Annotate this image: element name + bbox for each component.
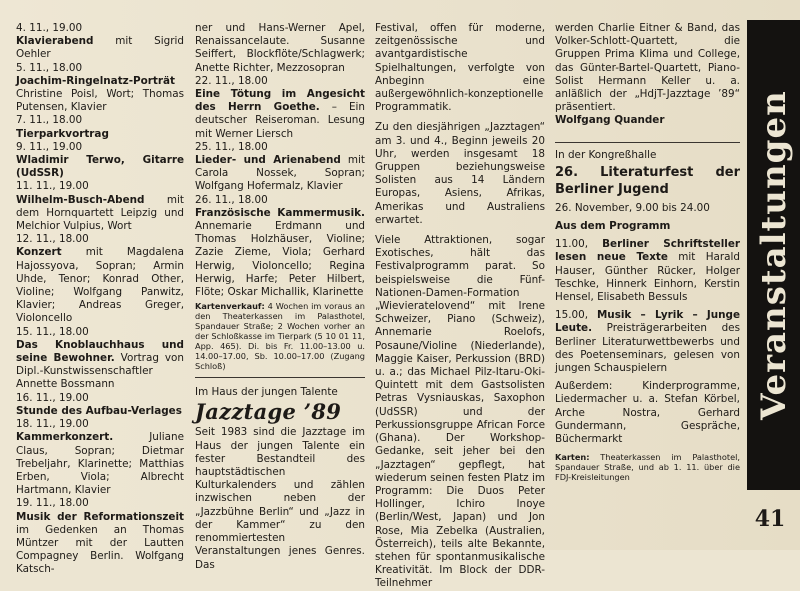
event-entry <box>16 418 184 497</box>
continued-text: ner und Hans-Werner Apel, Renaissancelaute. Susanne Seiffert, Blockflöte/Schlagwerk; Anette Richter, Mezzosopran <box>195 22 365 74</box>
jazz-paragraph-1: Festival, offen für moderne, zeitgenössische und avantgardistische Spielhaltungen, verfolgte von Anbeginn eine außergewöhnlich-konzeptionelle Programmatik. <box>375 22 545 114</box>
event-details: mit Sigrid Oehler <box>16 35 184 61</box>
event-details: Vortrag von Dipl.-Kunstwissenschaftler Annette Bossmann <box>16 352 184 391</box>
event-title: Musik der Reformationszeit <box>16 510 184 523</box>
event-details: mit dem Hornquartett Leipzig und Melchior Vulpius, Wort <box>16 193 184 233</box>
event-entry <box>195 194 365 300</box>
program-item-1 <box>555 238 740 304</box>
paragraph-gap <box>375 114 545 121</box>
event-date: 4. 11., 19.00 <box>16 22 83 34</box>
event-description <box>16 246 184 325</box>
event-description <box>16 431 184 497</box>
ticket-text: 4 Wochen im voraus an den Theaterkassen im Palasthotel, Spandauer Straße; 2 Wochen vorher an der Schloßkasse im Tierpark (5 10 01 11, App. 465). Di. bis Fr. 11.00–13.00 u. 14.00–17.00, Sb. 10.00–17.00 (Zugang Schloß) <box>195 301 365 372</box>
event-entry <box>195 141 365 194</box>
event-details: Juliane Claus, Sopran; Dietmar Trebeljahr, Klarinette; Matthias Erben, Viola; Albrecht Hartmann, Klavier <box>16 431 184 497</box>
event-date: 16. 11., 19.00 <box>16 391 89 404</box>
event-title: Klavierabend <box>16 35 94 48</box>
event-description <box>195 207 365 299</box>
page-number: 41 <box>754 506 786 532</box>
fest-venue: In der Kongreßhalle <box>555 148 657 161</box>
divider <box>555 142 740 143</box>
event-title: Französische Kammermusik. <box>195 206 365 219</box>
section-title: Veranstaltungen <box>753 90 794 420</box>
literature-column <box>555 22 740 482</box>
jazztage-title: Jazztage ’89 <box>195 399 342 425</box>
event-details: mit Carola Nossek, Sopran; Wolfgang Hofermalz, Klavier <box>195 154 365 193</box>
event-entry <box>195 75 365 141</box>
event-entry <box>16 497 184 576</box>
author-name: Wolfgang Quander <box>555 114 665 127</box>
event-details: Annemarie Erdmann und Thomas Holzhäuser, Violine; Zazie Zieme, Viola; Gerhard Herwig, Violoncello; Regina Herwig, Harfe; Peter Hilbert, Flöte; Oskar Michallik, Klarinette <box>195 220 365 299</box>
ticket-label: Kartenverkauf: <box>195 301 265 312</box>
jazz-article-column <box>375 22 545 591</box>
event-title: Eine Tötung im Angesicht des Herrn Goethe. <box>195 88 365 114</box>
event-description <box>16 511 184 577</box>
jazz-paragraph-2: Zu den diesjährigen „Jazztagen“ am 3. und 4., Beginn jeweils 20 Uhr, werden insgesamt 18 Gruppen beziehungsweise Solisten aus 14 Ländern Europas, Asiens, Afrikas, Amerikas und Australiens erwartet. <box>375 121 545 226</box>
event-details: Christine Poisl, Wort; Thomas Putensen, Klavier <box>16 88 184 114</box>
event-entry <box>16 22 184 62</box>
event-description <box>16 405 184 418</box>
jazz-venue: Im Haus der jungen Talente <box>195 386 338 399</box>
event-date: 22. 11., 18.00 <box>195 74 268 87</box>
event-title: Das Knoblauchhaus und seine Bewohner. <box>16 338 184 365</box>
event-title: Stunde des Aufbau-Verlages <box>16 404 182 417</box>
event-details: – Ein deutscher Reiseroman. Lesung mit Werner Liersch <box>195 101 365 140</box>
event-title: Wilhelm-Busch-Abend <box>16 193 145 206</box>
event-entry <box>16 141 184 181</box>
event-date: 19. 11., 18.00 <box>16 497 89 510</box>
program-item-2-time: 15.00, <box>555 309 597 322</box>
jazz-intro-text: Seit 1983 sind die Jazztage im Haus der jungen Talente ein fester Bestandteil des hauptstädtischen Kulturkalenders und zählen inzwischen neben der „Jazzbühne Berlin“ und „Jazz in der Kammer“ zu den renommiertesten Veranstaltungen jenes Genres. Das <box>195 426 365 571</box>
event-description <box>195 154 365 194</box>
fest-ticket-label: Karten: <box>555 452 590 463</box>
event-column-2 <box>195 22 365 572</box>
event-date: 9. 11., 19.00 <box>16 140 83 153</box>
event-date: 7. 11., 18.00 <box>16 114 83 127</box>
program-item-2-text: Preisträgerarbeiten des Berliner Literaturwettbewerbs und des Poetenseminars, gelesen von jungen Schauspielern <box>555 322 740 375</box>
event-date: 5. 11., 18.00 <box>16 61 83 74</box>
event-entry <box>16 180 184 233</box>
event-date: 11. 11., 19.00 <box>16 180 89 193</box>
section-title-wrap <box>747 20 800 490</box>
jazz-paragraph-3: Viele Attraktionen, sogar Exotisches, hält das Festivalprogramm parat. So beispielsweise die Fünf-Nationen-Damen-Formation „Wievieratelovend“ mit Irene Schweizer, Piano (Schweiz), Annemarie Roelofs, Posaune/Violine (Niederlande), Maggie Kaiser, Perkussion (BRD) u. a.; das Michael Pilz-Itaru-Oki-Quintett mit dem Gastsolisten Petras Vysniauskas, Saxophon (UdSSR) und der Perkussionsgruppe African Force (Ghana). Der Workshop-Gedanke, seit jeher bei den „Jazztagen“ gepflegt, hat wiederum seinen festen Platz im Programm: Die Duos Peter Hollinger, Ichiro Inoye (Berlin/West, Japan) und Jon Rose, Mia Zebelka (Australien, Österreich), teils alte Bekannte, stehen für spontanmusikalische Kreativität. Im Block der DDR-Teilnehmer <box>375 234 545 590</box>
program-item-2 <box>555 309 740 375</box>
event-title: Wladimir Terwo, Gitarre (UdSSR) <box>16 154 184 180</box>
literaturfest-title: 26. Literaturfest der Berliner Jugend <box>555 164 740 197</box>
event-entry <box>16 392 184 418</box>
event-entry <box>16 233 184 325</box>
fest-date: 26. November, 9.00 bis 24.00 <box>555 201 710 214</box>
program-item-2-title: Musik – Lyrik – Junge Leute. <box>555 309 740 335</box>
event-date: 25. 11., 18.00 <box>195 140 268 153</box>
event-entry <box>16 114 184 140</box>
ticket-info <box>195 301 365 371</box>
jazz-paragraph-end: werden Charlie Eitner & Band, das Volker-Schlott-Quartett, die Gruppen Prima Klima und College, das Günter-Bartel-Quartett, Piano-Solist Hermann Keller u. a. anläßlich der „HdjT-Jazztage ’89“ präsentiert. <box>555 22 740 114</box>
also-text: Außerdem: Kinderprogramme, Liedermacher u. a. Stefan Körbel, Arche Nostra, Gerhard Gundermann, Gespräche, Büchermarkt <box>555 380 740 446</box>
event-title: Joachim-Ringelnatz-Porträt <box>16 74 175 87</box>
event-date: 15. 11., 18.00 <box>16 325 89 338</box>
event-entry <box>16 326 184 392</box>
program-heading: Aus dem Programm <box>555 220 671 233</box>
event-title: Kammerkonzert. <box>16 431 114 444</box>
event-title: Tierparkvortrag <box>16 127 109 140</box>
event-date: 12. 11., 18.00 <box>16 233 89 246</box>
event-details: mit Magdalena Hajossyova, Sopran; Armin Uhde, Tenor; Konrad Other, Violine; Wolfgang Panwitz, Klavier; Andreas Greger, Violoncello <box>16 246 184 325</box>
event-column-1 <box>16 22 184 577</box>
event-description <box>16 75 184 115</box>
paragraph-gap <box>375 227 545 234</box>
program-item-1-title: Berliner Schriftsteller lesen neue Texte <box>555 238 740 264</box>
event-details: im Gedenken an Thomas Müntzer mit der Lautten Compagney Berlin. Wolfgang Katsch- <box>16 523 184 576</box>
event-entry <box>16 62 184 115</box>
fest-ticket-text: Theaterkassen im Palasthotel, Spandauer Straße, und ab 1. 11. über die FDJ-Kreisleitungen <box>555 452 740 483</box>
divider <box>195 377 365 378</box>
event-title: Konzert <box>16 246 62 259</box>
event-title: Lieder- und Arienabend <box>195 154 341 167</box>
event-description <box>16 339 184 392</box>
event-date: 26. 11., 18.00 <box>195 193 268 206</box>
event-description <box>195 88 365 141</box>
event-description <box>16 154 184 180</box>
event-description <box>16 35 184 61</box>
fest-ticket-info <box>555 452 740 482</box>
event-description <box>16 128 184 141</box>
program-item-1-time: 11.00, <box>555 238 603 251</box>
event-date: 18. 11., 19.00 <box>16 418 89 431</box>
program-item-1-text: mit Harald Hauser, Günther Rücker, Holger Teschke, Hinnerk Einhorn, Kerstin Hensel, Elisabeth Bessuls <box>555 251 740 304</box>
event-description <box>16 194 184 234</box>
